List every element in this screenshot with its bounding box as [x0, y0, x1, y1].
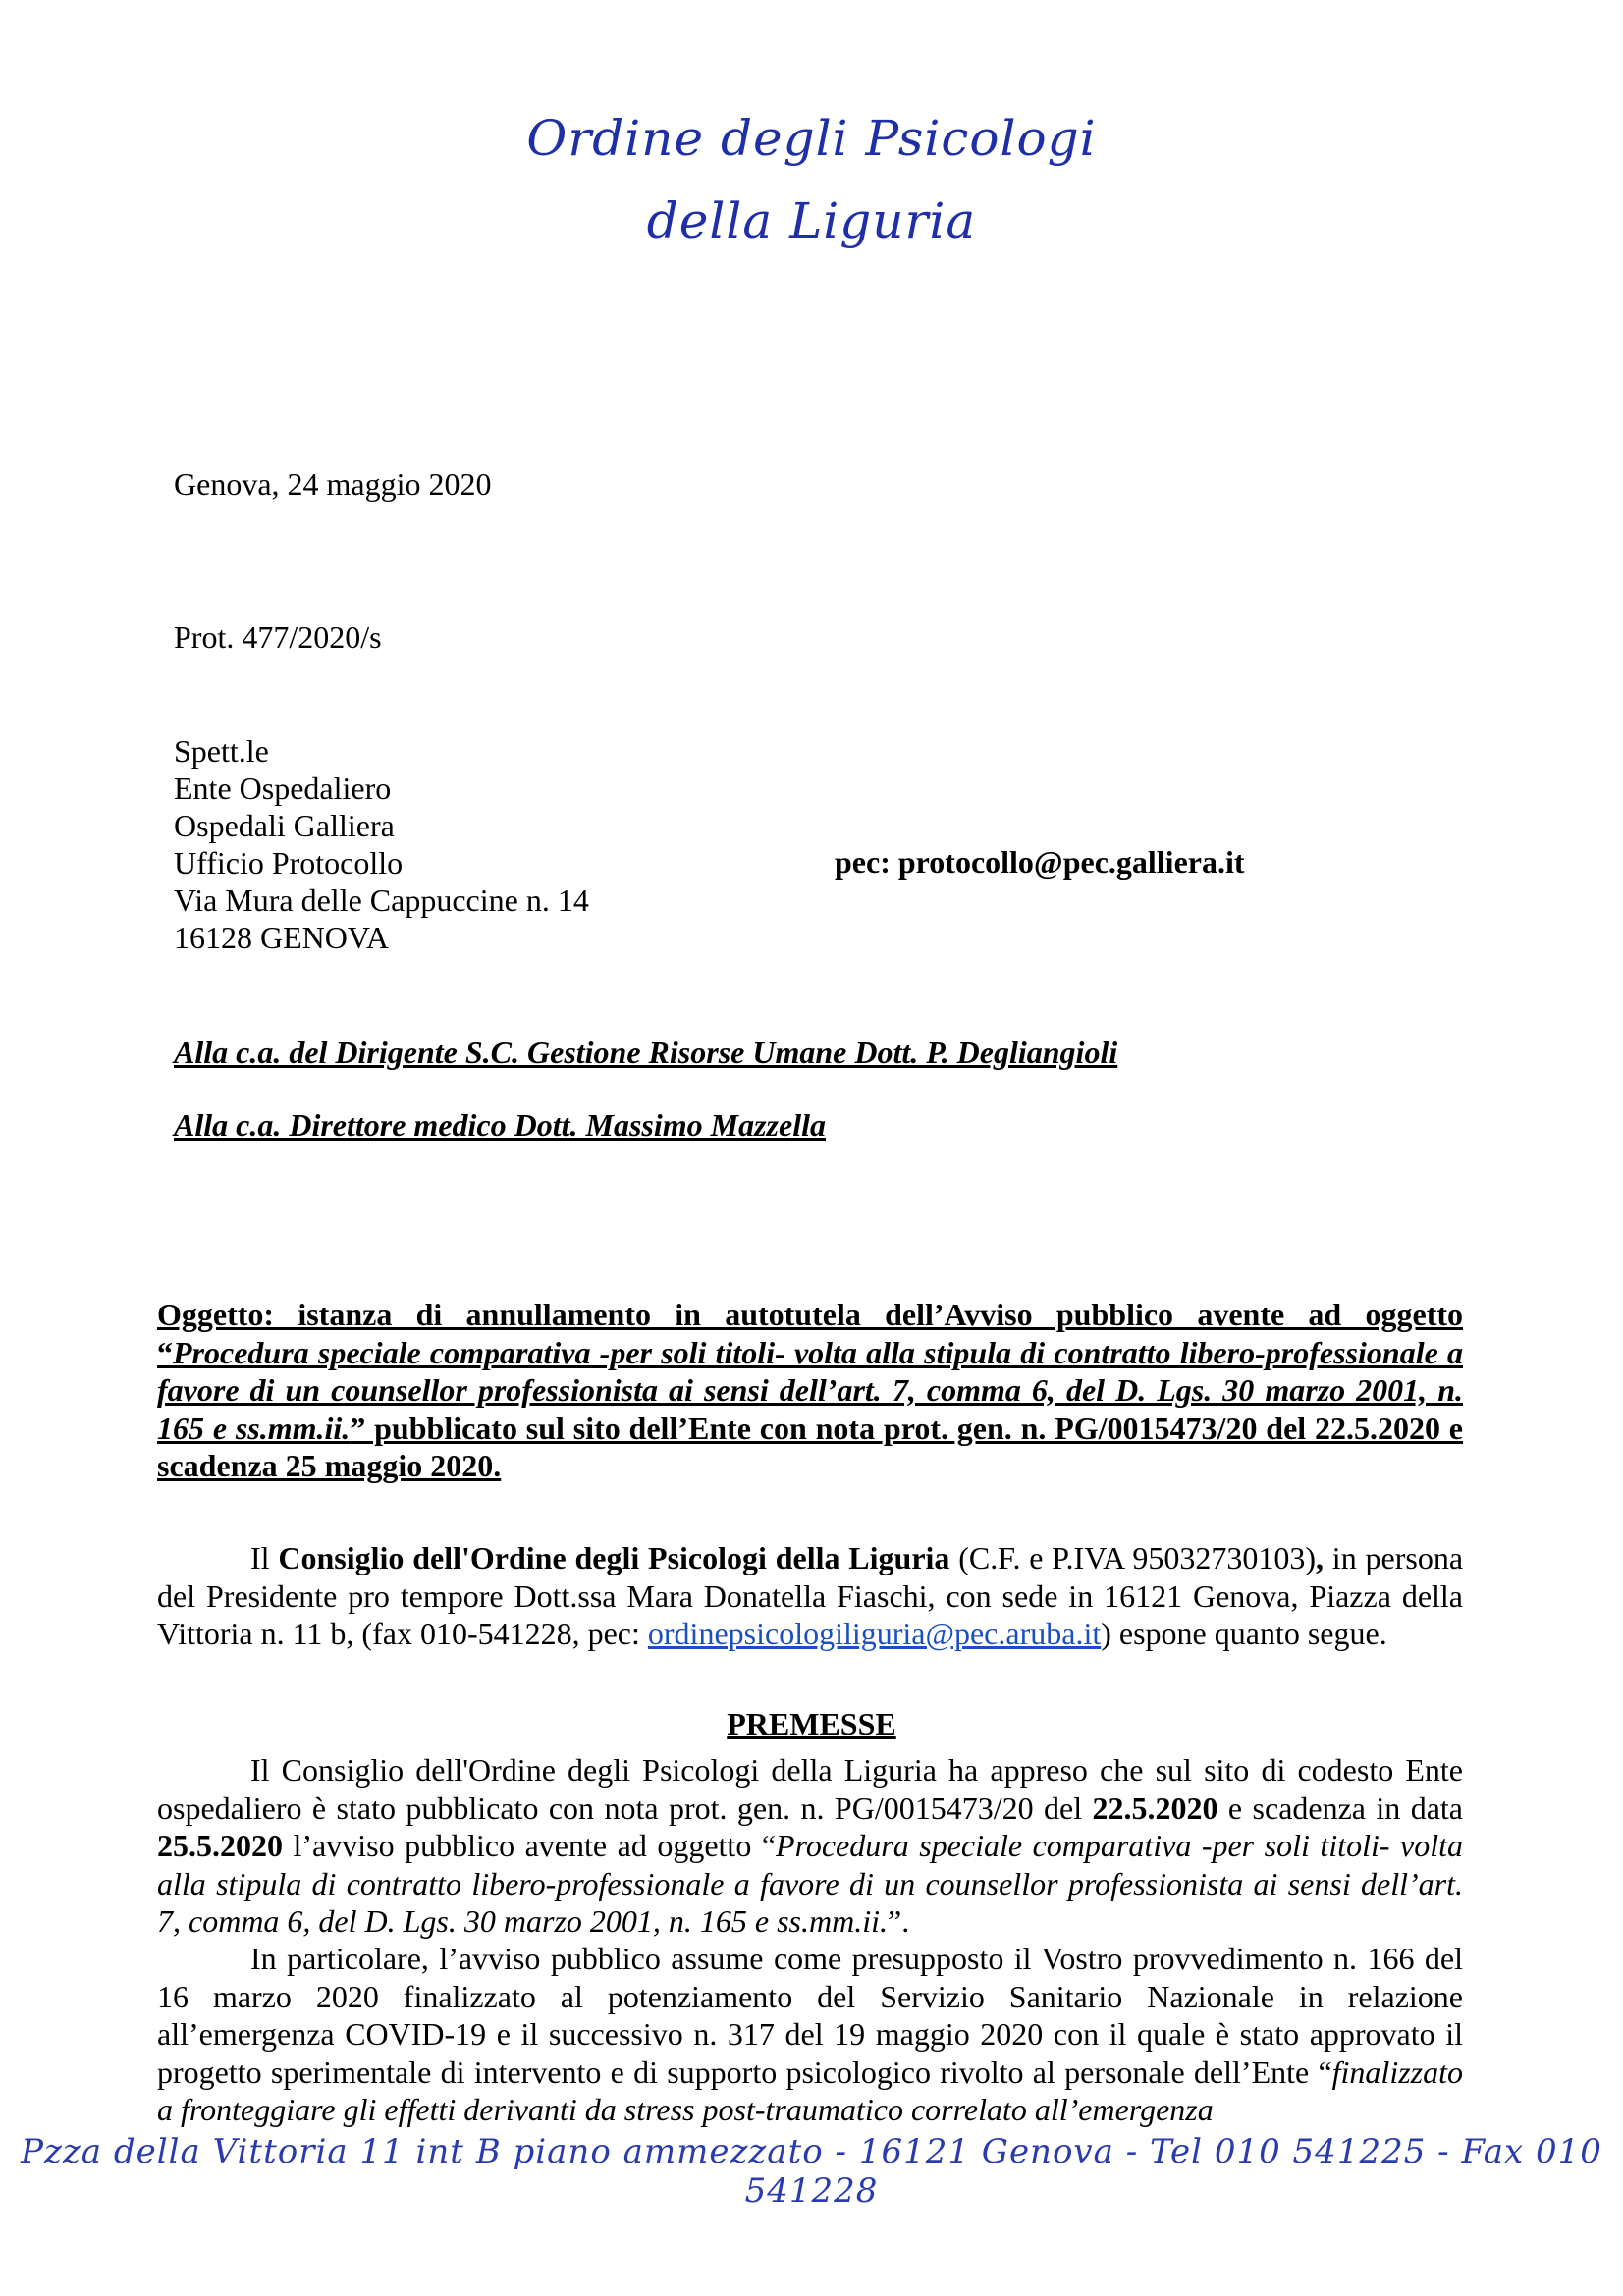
council-name: Consiglio dell'Ordine degli Psicologi della Liguria: [278, 1540, 950, 1575]
attention-line-1: Alla c.a. del Dirigente S.C. Gestione Risorse Umane Dott. P. Degliangioli: [174, 1035, 1118, 1070]
recipient-line: Spett.le: [174, 733, 269, 769]
intro-comma: ,: [1316, 1540, 1324, 1575]
intro-rest: in persona del Presidente pro tempore Dott.ssa Mara Donatella Fiaschi, con sede in 16121 Genova, Piazza della Vittoria n. 11 b, (fax 010-541228, pec:: [157, 1540, 1464, 1651]
premesse-paragraph-2: [157, 1940, 1463, 2129]
letterhead-subtitle: della Liguria: [646, 192, 977, 249]
subject-italic-text: Procedura speciale comparativa -per soli titoli- volta alla stipula di contratto libero-professionale a favore di un counsellor professionista ai sensi dell’art. 7, comma 6, del D. Lgs. 30 marzo 2001, n. 165 e ss.mm.ii.: [157, 1334, 1463, 1446]
intro-end: ) espone quanto segue.: [1101, 1616, 1387, 1651]
p1-text-a: Il Consiglio dell'Ordine degli Psicologi della Liguria ha appreso che sul sito di codesto Ente ospedaliero è stato pubblicato con nota prot. gen. n. PG/0015473/20 del: [157, 1752, 1463, 1826]
p1-text-c: l’avviso pubblico avente ad oggetto “: [283, 1828, 777, 1863]
letterhead-footer: Pzza della Vittoria 11 int B piano ammezzato - 16121 Genova - Tel 010 541225 - Fax 010 541228: [21, 2132, 1602, 2211]
intro-paragraph: [157, 1539, 1463, 1653]
p2-text-a: In particolare, l’avviso pubblico assume come presupposto il Vostro provvedimento n. 166 del 16 marzo 2020 finalizzato al potenziamento del Servizio Sanitario Nazionale in relazione all’emergenza COVID-19 e il successivo n. 317 del 19 maggio 2020 con il quale è stato approvato il progetto sperimentale di intervento e di supporto psicologico rivolto al personale dell’Ente “: [157, 1941, 1463, 2090]
p1-italic-title: Procedura speciale comparativa -per soli titoli- volta alla stipula di contratto libero-professionale a favore di un counsellor professionista ai sensi dell’art. 7, comma 6, del D. Lgs. 30 marzo 2001, n. 165 e ss.mm.ii.: [157, 1828, 1464, 1939]
p1-text-d: ”.: [888, 1903, 910, 1939]
p1-date-2: 25.5.2020: [157, 1828, 283, 1863]
premesse-paragraph-1: [157, 1751, 1463, 1941]
premesse-heading: PREMESSE: [727, 1706, 896, 1741]
p1-text-b: e scadenza in data: [1217, 1789, 1463, 1826]
recipient-line: 16128 GENOVA: [174, 920, 389, 955]
recipient-line: Ospedali Galliera: [174, 808, 395, 843]
subject-text-end: ” pubblicato sul sito dell’Ente con nota prot. gen. n. PG/0015473/20 del 22.5.2020 e scadenza 25 maggio 2020.: [157, 1410, 1464, 1483]
recipient-line: Via Mura delle Cappuccine n. 14: [174, 882, 589, 918]
intro-prefix: Il: [250, 1540, 279, 1575]
subject-paragraph: [157, 1296, 1463, 1485]
intro-middle: (C.F. e P.IVA 95032730103): [949, 1540, 1316, 1575]
recipient-line: Ente Ospedaliero: [174, 771, 392, 806]
recipient-address: [174, 732, 589, 956]
pec-email-link[interactable]: ordinepsicologiliguria@pec.aruba.it: [647, 1616, 1102, 1651]
attention-line-2: Alla c.a. Direttore medico Dott. Massimo Mazzella: [174, 1107, 826, 1143]
letter-date: Genova, 24 maggio 2020: [174, 466, 492, 502]
p2-italic-text: finalizzato a fronteggiare gli effetti derivanti da stress post-traumatico correlato all’emergenza: [157, 2054, 1463, 2127]
recipient-pec: pec: protocollo@pec.galliera.it: [835, 844, 1245, 880]
p1-date-1: 22.5.2020: [1092, 1789, 1218, 1826]
recipient-line: Ufficio Protocollo: [174, 845, 404, 881]
letterhead-title: Ordine degli Psicologi: [526, 110, 1097, 167]
subject-text: Oggetto: istanza di annullamento in autotutela dell’Avviso pubblico avente ad oggetto “: [157, 1297, 1463, 1370]
protocol-number: Prot. 477/2020/s: [174, 619, 382, 655]
